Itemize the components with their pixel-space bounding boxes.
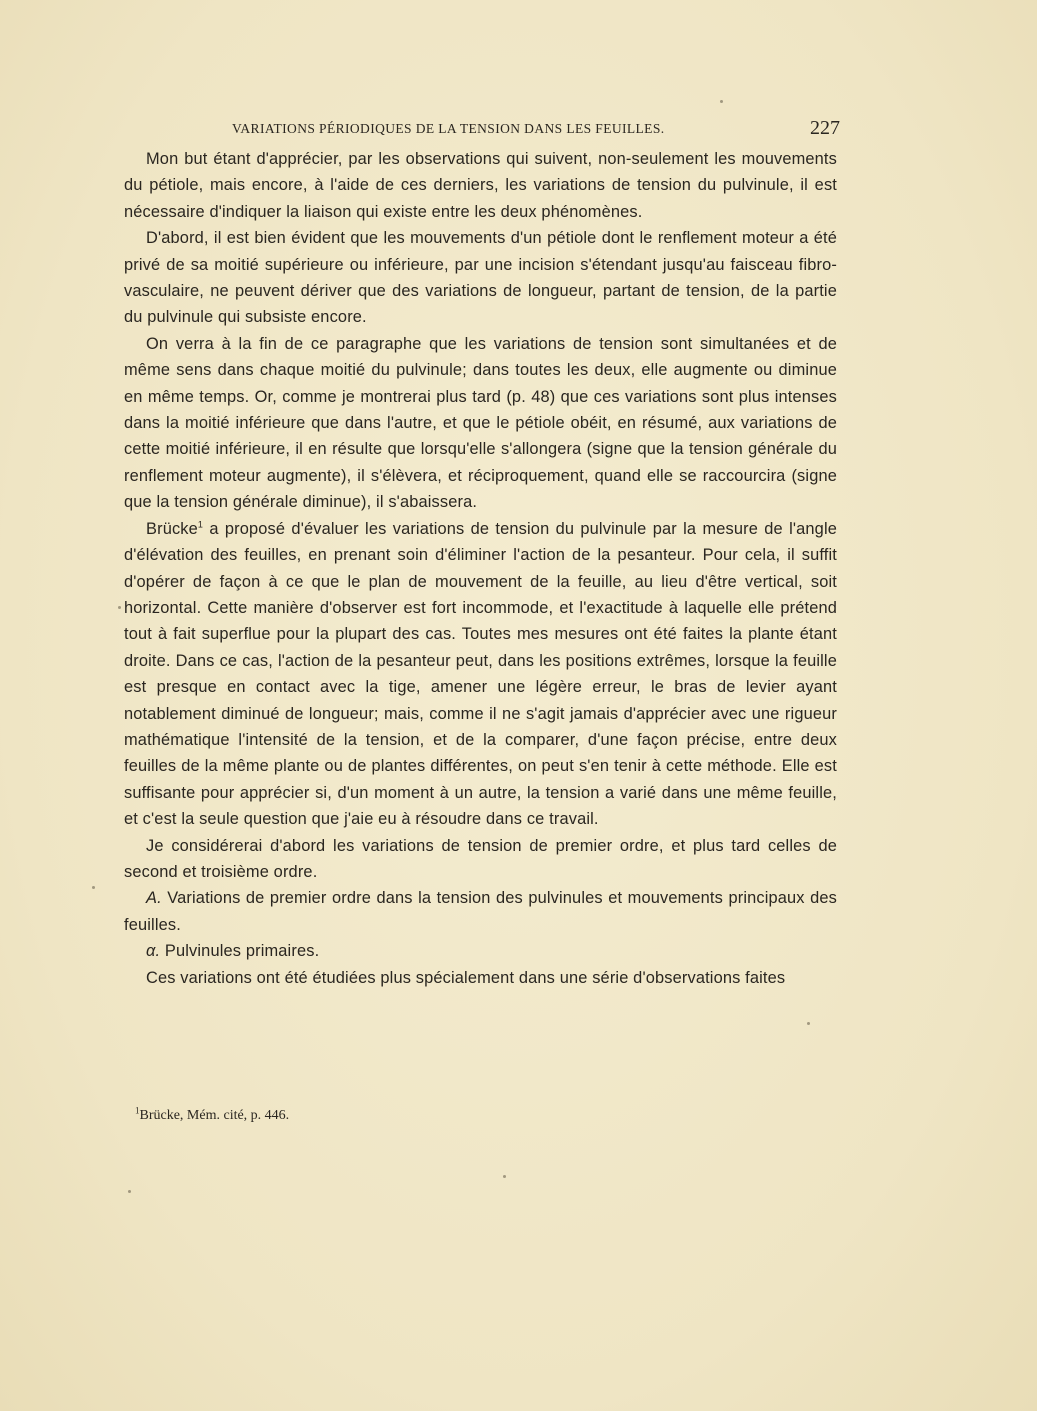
subsection-title: Pulvinules primaires.: [160, 942, 320, 961]
paragraph-1: Mon but étant d'apprécier, par les observations qui suivent, non-seulement les mouvements du pétiole, mais encore, à l'aide de ces derniers, les variations de tension du pulvinule, il est nécessaire d'indiquer la liaison qui existe entre les deux phénomènes.: [124, 150, 837, 221]
body-text: [124, 146, 837, 991]
author-name: Brücke: [146, 519, 198, 538]
paragraph-2: D'abord, il est bien évident que les mouvements d'un pétiole dont le renflement moteur a été privé de sa moitié supérieure ou inférieure, par une incision s'étendant jusqu'au faisceau fibro-vasculaire, ne peuvent dériver que des variations de longueur, partant de tension, de la partie du pulvinule qui subsiste encore.: [124, 229, 837, 327]
footnote-ref: 1: [197, 519, 204, 530]
paragraph-order: Je considérerai d'abord les variations de tension de premier ordre, et plus tard celles de second et troisième ordre.: [124, 836, 837, 881]
subsection-letter: α.: [146, 942, 161, 961]
paragraph-brucke-text: a proposé d'évaluer les variations de tension du pulvinule par la mesure de l'angle d'élévation des feuilles, en prenant soin d'éliminer l'action de la pesanteur. Pour cela, il suffit d'opérer de façon à ce que le plan de mouvement de la feuille, au lieu d'être vertical, soit horizontal. Cette manière d'observer est fort incommode, et l'exactitude à laquelle elle prétend tout à fait superflue pour la plupart des cas. Toutes mes mesures ont été faites la plante étant droite. Dans ce cas, l'action de la pesanteur peut, dans les positions extrêmes, lorsque la feuille est presque en contact avec la tige, amener une légère erreur, le bras de levier ayant notablement diminué de longueur; mais, comme il ne s'agit jamais d'apprécier avec une rigueur mathématique l'intensité de la tension, et de la comparer, d'une façon précise, entre deux feuilles de la même plante ou de plantes différentes, on peut s'en tenir à cette méthode. Elle est suffisante pour apprécier si, d'un moment à un autre, la tension a varié dans une même feuille, et c'est la seule question que j'aie eu à résoudre dans ce travail.: [124, 519, 837, 829]
footnote-mark: 1: [135, 1105, 140, 1116]
section-letter: A.: [146, 889, 162, 908]
paper-speck: [118, 606, 121, 609]
footnote: [135, 1105, 290, 1124]
paper-speck: [92, 886, 95, 889]
running-title: VARIATIONS PÉRIODIQUES DE LA TENSION DANS LES FEUILLES.: [232, 121, 665, 136]
section-heading-a: [124, 885, 837, 938]
subsection-heading-alpha: [124, 938, 837, 964]
paragraph-last: Ces variations ont été étudiées plus spécialement dans une série d'observations faites: [146, 968, 786, 987]
paragraph-3: On verra à la fin de ce paragraphe que les variations de tension sont simultanées et de même sens dans chaque moitié du pulvinule; dans toutes les deux, elle augmente ou diminue en même temps. Or, comme je montrerai plus tard (p. 48) que ces variations sont plus intenses dans la moitié inférieure que dans l'autre, et que le pétiole obéit, en résumé, aux variations de cette moitié inférieure, il en résulte que lorsqu'elle s'allongera (signe que la tension générale du renflement moteur augmente), il s'élèvera, et réciproquement, quand elle se raccourcira (signe que la tension générale diminue), il s'abaissera.: [124, 334, 837, 512]
running-header: [124, 117, 840, 143]
page-number: 227: [810, 117, 840, 139]
paper-speck: [128, 1190, 131, 1193]
paragraph-brucke: [124, 516, 837, 833]
section-title: Variations de premier ordre dans la tension des pulvinules et mouvements principaux des feuilles.: [124, 889, 837, 934]
paper-speck: [807, 1022, 810, 1025]
footnote-text: Brücke, Mém. cité, p. 446.: [139, 1108, 290, 1123]
paper-speck: [503, 1175, 506, 1178]
paper-speck: [720, 100, 723, 103]
